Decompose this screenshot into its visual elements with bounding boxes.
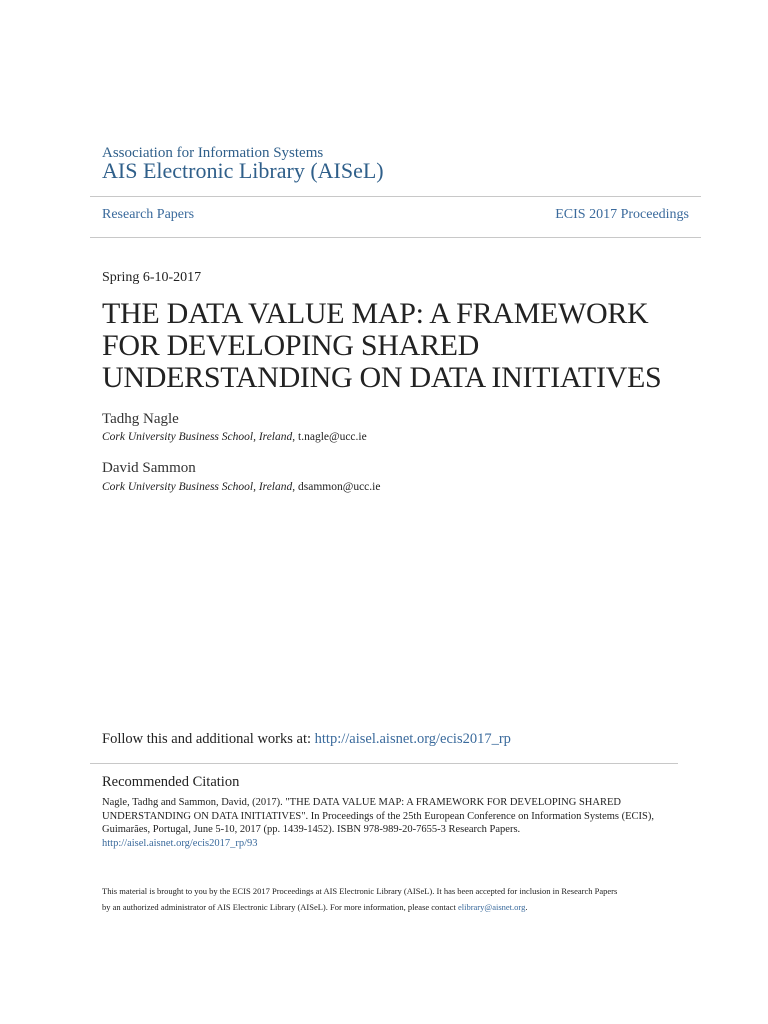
citation-link[interactable]: http://aisel.aisnet.org/ecis2017_rp/93 (102, 837, 258, 849)
footnote-line: by an authorized administrator of AIS Electronic Library (AISeL). For more information, please contact elibrary@aisnet.org. (102, 902, 528, 912)
footnote-line: This material is brought to you by the ECIS 2017 Proceedings at AIS Electronic Library (AISeL). It has been accepted for inclusion in Research Papers (102, 886, 618, 896)
author-affiliation: Cork University Business School, Ireland, dsammon@ucc.ie (102, 481, 381, 493)
paper-title (102, 298, 702, 394)
contact-email-link[interactable]: elibrary@aisnet.org (457, 902, 526, 912)
paper-title-line: UNDERSTANDING ON DATA INITIATIVES (102, 361, 662, 394)
author-name: Tadhg Nagle (102, 411, 179, 427)
citation-text (102, 796, 682, 850)
follow-line (102, 731, 511, 748)
header-divider-bottom (90, 237, 701, 238)
citation-line: Nagle, Tadhg and Sammon, David, (2017). "THE DATA VALUE MAP: A FRAMEWORK FOR DEVELOPING SHARED (102, 797, 621, 808)
header-library-link[interactable]: AIS Electronic Library (AISeL) (102, 158, 384, 183)
follow-label: Follow this and additional works at: (102, 731, 315, 747)
ecis-proceedings-link[interactable]: ECIS 2017 Proceedings (555, 207, 689, 222)
footnote (102, 883, 682, 915)
citation-line: Guimarães, Portugal, June 5-10, 2017 (pp. 1439-1452). ISBN 978-989-20-7655-3 Research Papers. (102, 824, 521, 835)
paper-date: Spring 6-10-2017 (102, 270, 202, 285)
header-divider-top (90, 196, 701, 197)
author-email: dsammon@ucc.ie (298, 481, 381, 493)
citation-divider (90, 763, 678, 764)
affiliation-text: Cork University Business School, Ireland (102, 481, 293, 493)
citation-heading: Recommended Citation (102, 774, 240, 790)
paper-title-line: THE DATA VALUE MAP: A FRAMEWORK (102, 297, 649, 330)
author-affiliation: Cork University Business School, Ireland, t.nagle@ucc.ie (102, 431, 367, 443)
affiliation-text: Cork University Business School, Ireland (102, 431, 293, 443)
follow-link[interactable]: http://aisel.aisnet.org/ecis2017_rp (314, 731, 511, 747)
paper-title-line: FOR DEVELOPING SHARED (102, 329, 480, 362)
header-organization: Association for Information Systems (102, 145, 324, 161)
author-name: David Sammon (102, 460, 196, 476)
citation-line: UNDERSTANDING ON DATA INITIATIVES". In Proceedings of the 25th European Conference on Information Systems (ECIS), (102, 810, 655, 822)
author-email: t.nagle@ucc.ie (298, 431, 367, 443)
research-papers-link[interactable]: Research Papers (102, 207, 195, 222)
